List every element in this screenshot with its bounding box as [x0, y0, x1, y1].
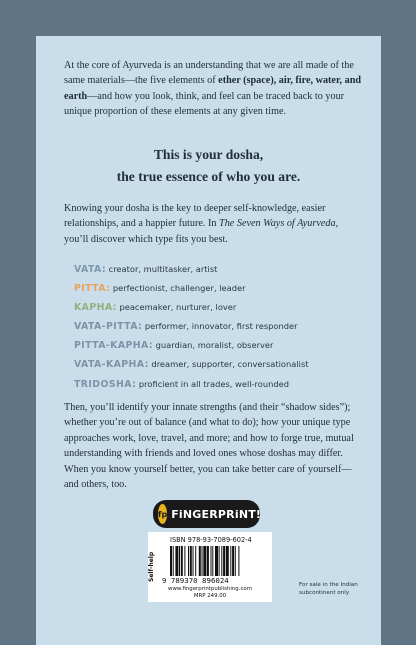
dosha-type-name: KAPHA	[74, 302, 113, 314]
barcode-bar	[199, 546, 201, 576]
dosha-type-traits: guardian, moralist, observer	[155, 340, 274, 351]
dosha-type-colon: :	[132, 378, 137, 390]
barcode-bar	[219, 546, 220, 576]
barcode-bar	[230, 546, 231, 576]
dosha-type-colon: :	[148, 340, 154, 352]
barcode-bar	[212, 546, 213, 576]
dosha-type-colon: :	[144, 359, 149, 371]
dosha-type-item	[74, 279, 374, 298]
dosha-type-item	[74, 375, 374, 394]
dosha-type-name: VATA-KAPHA	[74, 359, 145, 371]
dosha-type-traits: creator, multitasker, artist	[108, 264, 218, 274]
intro-paragraph	[64, 58, 362, 120]
barcode-bar	[181, 546, 183, 576]
barcode-bar	[195, 546, 196, 576]
barcode-bar	[232, 546, 234, 576]
dosha-type-name: VATA-PITTA	[74, 321, 139, 333]
dosha-type-item	[74, 336, 374, 355]
dosha-type-name: VATA	[74, 264, 102, 275]
closing-paragraph: Then, you’ll identify your innate strengths (and their “shadow sides”); whether you’re out of balance (and what to do); how your unique type approaches work, love, travel, and more; and how to forge true, mutual understanding with friends and loved ones whose doshas may differ. When you know yourself better, you can take better care of yourself—and others, too.	[64, 402, 354, 491]
sale-note: For sale in the Indian subcontinent only	[299, 582, 358, 596]
paragraph2-end: , you’ll discover which type fits you best.	[64, 218, 339, 245]
headline-line-2: the true essence of who you are.	[116, 169, 301, 184]
fingerprint-logo	[153, 500, 260, 528]
paragraph2-start: Knowing your dosha is the key to deeper self-knowledge, easier relationships, and a happier future. In	[64, 203, 326, 230]
barcode-bar	[223, 546, 225, 576]
dosha-headline	[36, 144, 381, 188]
barcode-digits: 9 789370 896024	[162, 576, 229, 585]
dosha-type-list	[74, 260, 374, 394]
barcode-bar	[193, 546, 194, 576]
publisher-website: www.fingerprintpublishing.com	[168, 586, 252, 592]
barcode-bar	[238, 546, 239, 576]
barcode-bar	[207, 546, 209, 576]
intro-text-start: At the core of Ayurveda is an understanding that we are all made of the same materials—the five elements of	[64, 60, 354, 87]
barcode-bar	[188, 546, 189, 576]
barcode-bar	[175, 546, 178, 576]
content-panel	[36, 36, 381, 645]
dosha-type-name: TRIDOSHA	[74, 378, 133, 390]
barcode-bar	[173, 546, 174, 576]
fingerprint-wordmark: FiNGERPRiNT!	[171, 507, 262, 521]
dosha-type-colon: :	[112, 302, 117, 314]
dosha-type-traits: peacemaker, nurturer, lover	[119, 302, 237, 313]
dosha-type-traits: perfectionist, challenger, leader	[112, 283, 246, 294]
dosha-type-colon: :	[138, 321, 143, 333]
barcode-bar	[226, 546, 229, 576]
barcode-bar	[203, 546, 206, 576]
dosha-type-traits: proficient in all trades, well-rounded	[138, 378, 290, 389]
fingerprint-mark-icon: fp	[158, 504, 167, 524]
barcode-bar	[235, 546, 236, 576]
barcode-bar	[215, 546, 218, 576]
dosha-type-traits: dreamer, supporter, conversationalist	[151, 359, 309, 370]
isbn-text: ISBN 978-93-7089-602-4	[170, 536, 252, 544]
dosha-type-colon: :	[101, 264, 106, 275]
dosha-type-name: PITTA-KAPHA	[74, 340, 149, 352]
barcode-bar	[179, 546, 180, 576]
dosha-type-item	[74, 298, 374, 317]
mrp-price: MRP 249.00	[193, 593, 227, 599]
intro-text-end: —and how you look, think, and feel can be traced back to your unique proportion of these elements at any given time.	[64, 90, 345, 118]
intro-elements: ether (space), air, fire, water, and earth	[64, 75, 362, 102]
barcode-bars-icon	[170, 546, 260, 576]
barcode-bar	[170, 546, 172, 576]
barcode-bar	[184, 546, 185, 576]
dosha-type-name: PITTA	[74, 283, 107, 295]
dosha-type-item	[74, 355, 374, 374]
dosha-type-traits: performer, innovator, first responder	[144, 321, 298, 332]
headline-line-1: This is your dosha,	[153, 147, 264, 162]
dosha-type-item	[74, 317, 374, 336]
barcode-bar	[211, 546, 212, 576]
book-title: The Seven Ways of Ayurveda	[219, 218, 336, 230]
dosha-type-item	[74, 260, 374, 279]
barcode-bar	[202, 546, 203, 576]
self-knowledge-paragraph	[64, 201, 364, 247]
barcode-bar	[221, 546, 222, 576]
dosha-type-colon: :	[106, 283, 111, 295]
book-category: Self-help	[148, 551, 155, 583]
barcode-bar	[190, 546, 192, 576]
barcode-label	[148, 532, 272, 602]
